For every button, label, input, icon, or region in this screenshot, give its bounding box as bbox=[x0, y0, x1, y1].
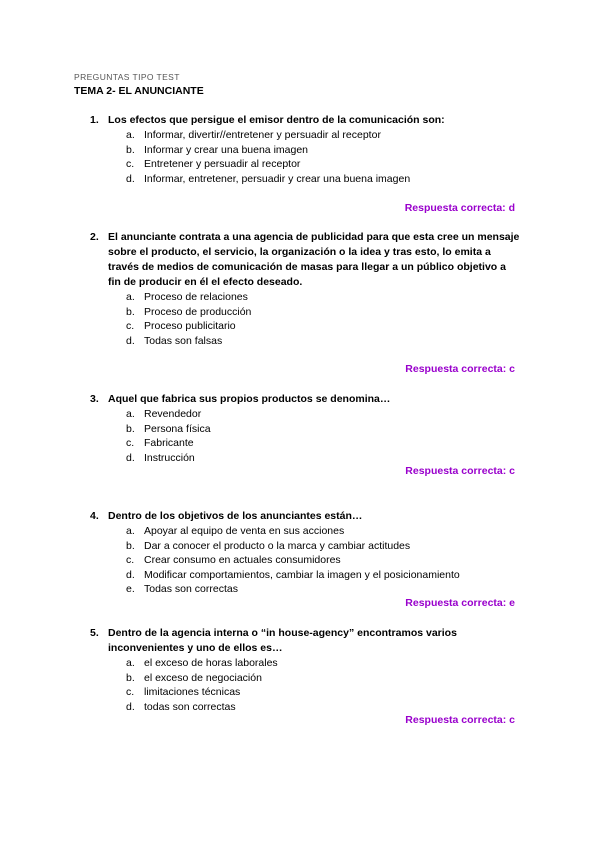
option-text: Todas son falsas bbox=[144, 334, 223, 347]
option-item bbox=[126, 582, 520, 597]
option-item bbox=[126, 671, 520, 686]
option-letter: b. bbox=[126, 422, 135, 435]
option-item bbox=[126, 290, 520, 305]
option-letter: d. bbox=[126, 334, 135, 347]
option-letter: a. bbox=[126, 525, 135, 537]
question-text: Dentro de los objetivos de los anunciantes están… bbox=[108, 510, 363, 522]
option-item bbox=[126, 700, 520, 715]
option-letter: a. bbox=[126, 129, 135, 141]
option-list bbox=[90, 407, 520, 465]
question-number: 3. bbox=[90, 393, 99, 405]
question-number: 1. bbox=[90, 114, 99, 126]
option-text: todas son correctas bbox=[144, 700, 236, 713]
question-text: El anunciante contrata a una agencia de publicidad para que esta cree un mensaje sobre el producto, el servicio, la organización o la idea y tras esto, lo emita a través de medios de comunicación de masas para llegar a un público objetivo a fin de producir en él el efecto deseado. bbox=[108, 231, 520, 288]
question-number: 4. bbox=[90, 510, 99, 522]
option-text: Revendedor bbox=[144, 408, 202, 420]
option-letter: c. bbox=[126, 320, 135, 333]
option-item bbox=[126, 539, 520, 554]
option-text: limitaciones técnicas bbox=[144, 686, 241, 699]
document-subtitle: PREGUNTAS TIPO TEST bbox=[74, 72, 180, 82]
question-heading bbox=[90, 626, 520, 656]
correct-answer-1: Respuesta correcta: d bbox=[404, 202, 515, 214]
option-text: Informar, divertir//entretener y persuadir al receptor bbox=[144, 129, 381, 141]
option-letter: c. bbox=[126, 158, 135, 171]
option-item bbox=[126, 172, 520, 187]
option-text: Todas son correctas bbox=[144, 583, 238, 596]
question-1 bbox=[90, 113, 520, 186]
question-3 bbox=[90, 392, 520, 465]
option-letter: e. bbox=[126, 583, 135, 596]
option-letter: d. bbox=[126, 172, 135, 185]
option-list bbox=[90, 524, 520, 597]
correct-answer-5: Respuesta correcta: c bbox=[405, 714, 515, 726]
option-letter: d. bbox=[126, 451, 135, 464]
question-text: Los efectos que persigue el emisor dentro de la comunicación son: bbox=[108, 114, 445, 126]
question-text: Aquel que fabrica sus propios productos se denomina… bbox=[108, 393, 391, 405]
option-letter: d. bbox=[126, 568, 135, 581]
correct-answer-4: Respuesta correcta: e bbox=[405, 597, 515, 609]
option-text: Fabricante bbox=[144, 437, 194, 450]
option-letter: b. bbox=[126, 305, 135, 318]
option-letter: a. bbox=[126, 291, 135, 303]
document-title: TEMA 2- EL ANUNCIANTE bbox=[74, 85, 204, 97]
option-text: Apoyar al equipo de venta en sus acciones bbox=[144, 525, 345, 537]
option-item bbox=[126, 685, 520, 700]
option-item bbox=[126, 656, 520, 671]
option-letter: d. bbox=[126, 700, 135, 713]
option-letter: a. bbox=[126, 408, 135, 420]
question-text: Dentro de la agencia interna o “in house-agency” encontramos varios inconvenientes y uno de ellos es… bbox=[108, 627, 457, 654]
option-text: Entretener y persuadir al receptor bbox=[144, 158, 301, 171]
question-number: 5. bbox=[90, 627, 99, 639]
option-item bbox=[126, 334, 520, 349]
option-item bbox=[126, 143, 520, 158]
question-heading bbox=[90, 392, 520, 407]
question-number: 2. bbox=[90, 231, 99, 243]
option-item bbox=[126, 319, 520, 334]
correct-answer-3: Respuesta correcta: c bbox=[405, 465, 515, 477]
option-letter: c. bbox=[126, 554, 135, 567]
option-text: Informar, entretener, persuadir y crear una buena imagen bbox=[144, 172, 411, 185]
question-heading bbox=[90, 230, 520, 290]
question-2 bbox=[90, 230, 520, 348]
option-item bbox=[126, 553, 520, 568]
option-text: el exceso de negociación bbox=[144, 671, 262, 684]
option-item bbox=[126, 128, 520, 143]
option-text: Proceso de producción bbox=[144, 305, 252, 318]
option-item bbox=[126, 157, 520, 172]
option-text: el exceso de horas laborales bbox=[144, 657, 278, 669]
option-item bbox=[126, 451, 520, 466]
question-4 bbox=[90, 509, 520, 597]
option-text: Modificar comportamientos, cambiar la imagen y el posicionamiento bbox=[144, 568, 460, 581]
option-text: Dar a conocer el producto o la marca y cambiar actitudes bbox=[144, 539, 411, 552]
option-text: Instrucción bbox=[144, 451, 195, 464]
question-heading bbox=[90, 113, 520, 128]
option-text: Persona física bbox=[144, 422, 211, 435]
option-letter: c. bbox=[126, 437, 135, 450]
option-item bbox=[126, 422, 520, 437]
question-heading bbox=[90, 509, 520, 524]
option-text: Crear consumo en actuales consumidores bbox=[144, 554, 341, 567]
option-item bbox=[126, 407, 520, 422]
option-item bbox=[126, 436, 520, 451]
option-list bbox=[90, 656, 520, 714]
option-letter: a. bbox=[126, 657, 135, 669]
option-letter: b. bbox=[126, 539, 135, 552]
question-5 bbox=[90, 626, 520, 714]
option-list bbox=[90, 290, 520, 348]
option-letter: c. bbox=[126, 686, 135, 699]
option-text: Proceso publicitario bbox=[144, 320, 236, 333]
correct-answer-2: Respuesta correcta: c bbox=[405, 363, 515, 375]
option-letter: b. bbox=[126, 671, 135, 684]
option-item bbox=[126, 305, 520, 320]
option-text: Informar y crear una buena imagen bbox=[144, 143, 309, 156]
option-list bbox=[90, 128, 520, 186]
option-text: Proceso de relaciones bbox=[144, 291, 248, 303]
option-item bbox=[126, 524, 520, 539]
option-letter: b. bbox=[126, 143, 135, 156]
option-item bbox=[126, 568, 520, 583]
